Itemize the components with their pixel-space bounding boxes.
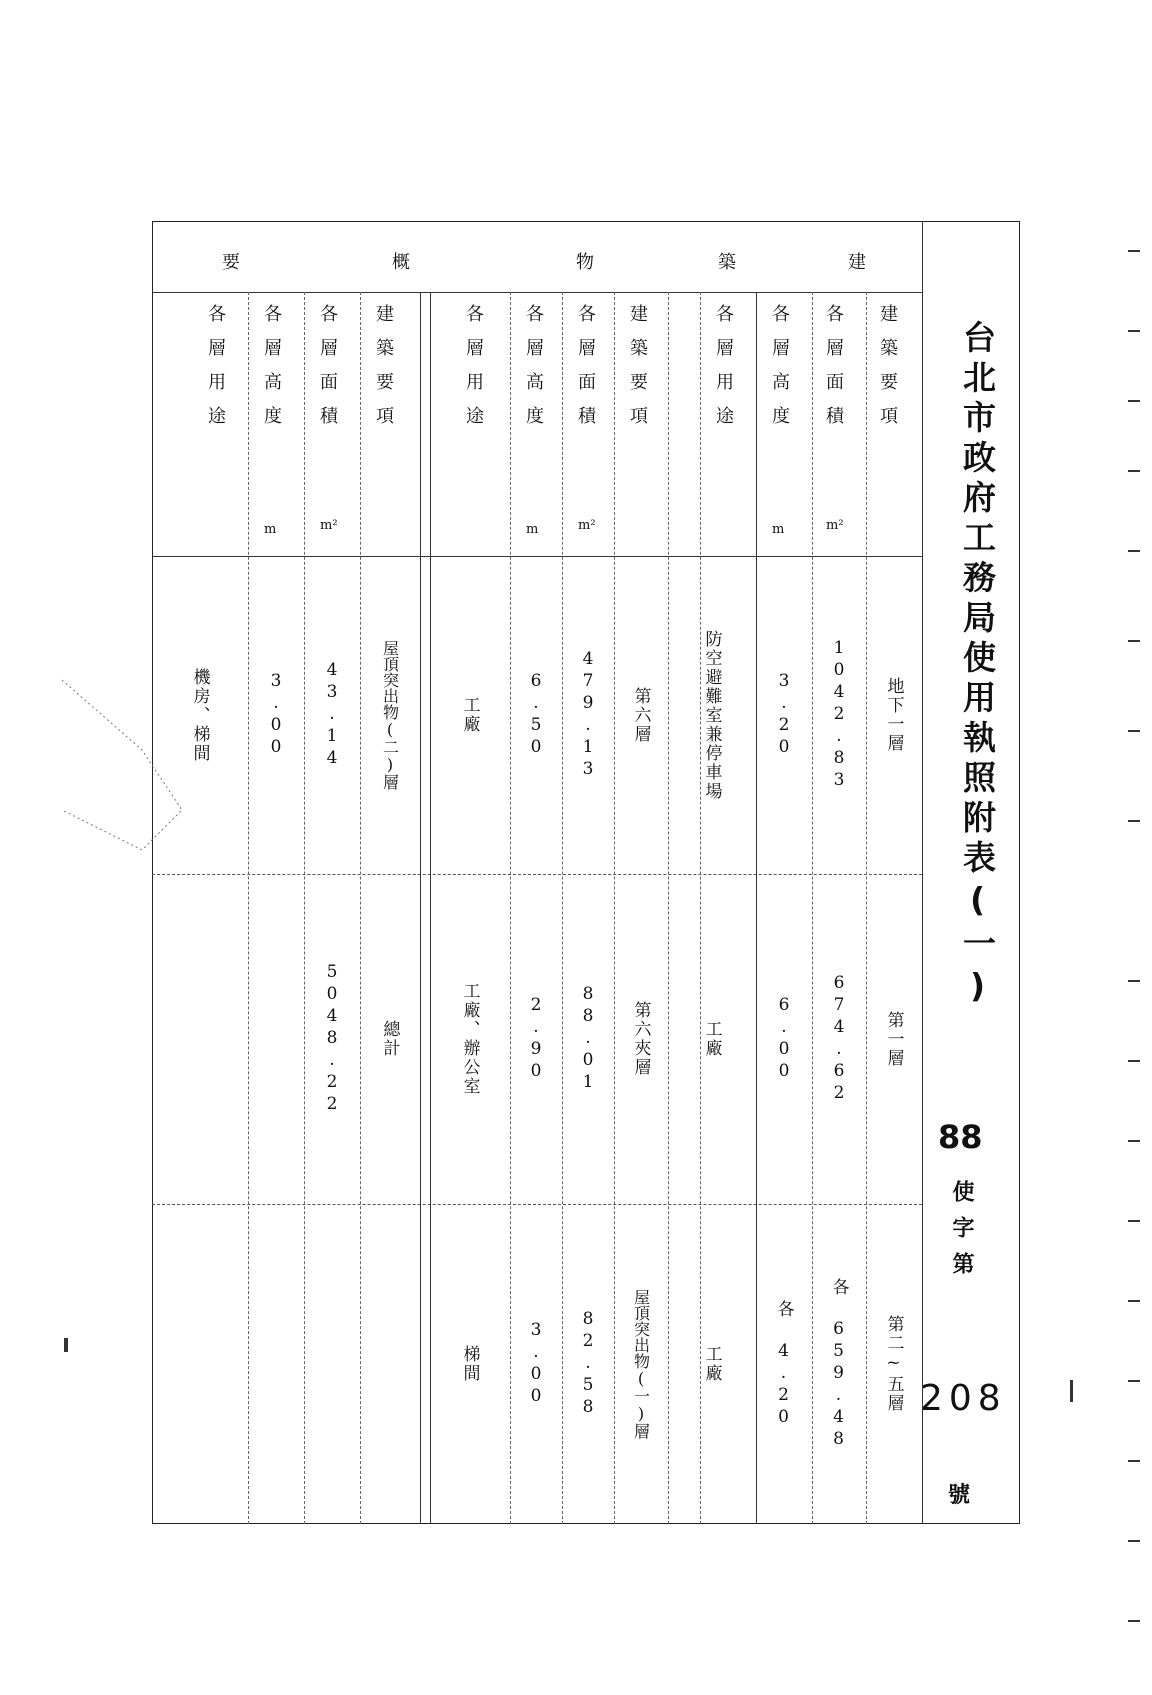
b2-height-1: 6.50 bbox=[526, 671, 546, 759]
b3-area-1: 43.14 bbox=[322, 660, 342, 770]
unit-height: m bbox=[772, 522, 785, 537]
doc-number-year: 88 bbox=[938, 1118, 983, 1156]
label-floor-area-3: 各層面積 bbox=[317, 304, 338, 440]
b1-height-2: 6.00 bbox=[774, 995, 794, 1083]
b1-use-1: 防空避難室兼停車場 bbox=[701, 629, 722, 801]
section-label-3: 物 bbox=[576, 252, 594, 273]
b2-area-3: 82.58 bbox=[578, 1309, 598, 1419]
b1-area-1: 1042.83 bbox=[829, 638, 849, 792]
b3-item-3 bbox=[360, 1204, 420, 1524]
b1-use-2: 工廠 bbox=[701, 1020, 722, 1058]
label-building-items-2: 建築要項 bbox=[627, 304, 648, 440]
b2-use-2: 工廠、辦公室 bbox=[459, 982, 480, 1096]
b2-area-2: 88.01 bbox=[578, 984, 598, 1094]
b3-area-2: 5048.22 bbox=[322, 962, 342, 1116]
label-building-items: 建築要項 bbox=[877, 304, 898, 440]
b3-height-1: 3.00 bbox=[266, 671, 286, 759]
unit-height-3: m bbox=[264, 522, 277, 537]
section-label-1: 建 bbox=[848, 252, 866, 273]
section-label-4: 概 bbox=[392, 252, 410, 273]
doc-number-suffix: 號 bbox=[948, 1483, 971, 1508]
unit-area-3: m² bbox=[320, 518, 338, 533]
b1-item-2: 第一層 bbox=[883, 1010, 904, 1068]
b1-area-3: 各 659.48 bbox=[828, 1277, 849, 1451]
b2-use-1: 工廠 bbox=[459, 696, 480, 734]
label-floor-height-3: 各層高度 bbox=[261, 304, 282, 440]
b3-height-3 bbox=[248, 1204, 304, 1524]
label-floor-area-2: 各層面積 bbox=[575, 304, 596, 440]
b2-item-1: 第六層 bbox=[630, 686, 651, 744]
unit-height-2: m bbox=[526, 522, 539, 537]
b1-use-3: 工廠 bbox=[701, 1345, 722, 1383]
label-floor-height: 各層高度 bbox=[769, 304, 790, 440]
doc-number-prefix: 使字第 bbox=[949, 1180, 974, 1288]
b2-height-2: 2.90 bbox=[526, 995, 546, 1083]
b3-use-1: 機房、梯間 bbox=[189, 667, 210, 763]
b2-use-3: 梯間 bbox=[459, 1345, 480, 1383]
unit-area-2: m² bbox=[578, 518, 596, 533]
section-label-2: 築 bbox=[718, 252, 736, 273]
label-floor-area: 各層面積 bbox=[823, 304, 844, 440]
b2-item-2: 第六夾層 bbox=[630, 1001, 651, 1077]
b3-use-3 bbox=[152, 1204, 248, 1524]
b1-item-3: 第二~五層 bbox=[883, 1315, 904, 1413]
document-title: 台北市政府工務局使用執照附表(一) bbox=[958, 320, 997, 1012]
stray-mark bbox=[1070, 1380, 1073, 1402]
label-floor-height-2: 各層高度 bbox=[523, 304, 544, 440]
b2-item-3: 屋頂突出物(一)層 bbox=[631, 1289, 651, 1439]
title-column-border bbox=[922, 221, 923, 1524]
left-margin-smudge bbox=[62, 660, 192, 860]
b3-area-3 bbox=[304, 1204, 360, 1524]
b3-use-2 bbox=[152, 874, 248, 1204]
doc-number-value: 208 bbox=[920, 1378, 1007, 1419]
b3-item-1: 屋頂突出物(二)層 bbox=[380, 640, 400, 790]
label-building-items-3: 建築要項 bbox=[373, 304, 394, 440]
b1-height-1: 3.20 bbox=[774, 671, 794, 759]
section-label-5: 要 bbox=[222, 252, 240, 273]
label-floor-use-3: 各層用途 bbox=[205, 304, 226, 440]
unit-area: m² bbox=[826, 518, 844, 533]
b2-area-1: 479.13 bbox=[578, 649, 598, 781]
b3-height-2 bbox=[248, 874, 304, 1204]
b1-area-2: 674.62 bbox=[829, 973, 849, 1105]
label-floor-use-2: 各層用途 bbox=[463, 304, 484, 440]
stray-mark-left bbox=[64, 1338, 68, 1352]
label-floor-use: 各層用途 bbox=[713, 304, 734, 440]
b2-height-3: 3.00 bbox=[526, 1320, 546, 1408]
b1-height-3: 各 4.20 bbox=[773, 1299, 794, 1429]
header-row-divider bbox=[152, 292, 922, 293]
b1-item-1: 地下一層 bbox=[883, 677, 904, 753]
b3-item-2: 總計 bbox=[379, 1020, 400, 1058]
